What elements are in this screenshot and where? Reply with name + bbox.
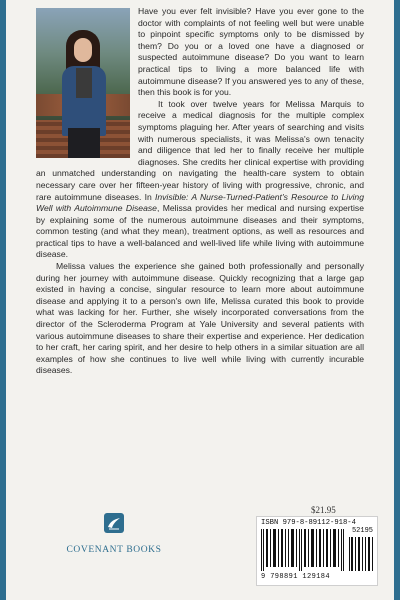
ean-barcode-bars	[261, 529, 345, 571]
barcode	[256, 516, 378, 586]
book-title: Invisible: A Nurse-Turned-Patient's Resource to Living Well with Autoimmune Disease	[36, 191, 364, 214]
isbn-label: ISBN 979-8-89112-918-4	[261, 519, 356, 527]
publisher-name: COVENANT BOOKS	[66, 545, 162, 555]
barcode-addon-code: 52195	[351, 527, 373, 535]
intro-paragraph: Have you ever felt invisible? Have you ever gone to the doctor with complaints of not feeling well but were unable to pinpoint specific symptoms only to be dismissed by them? Do you or a loved one have a diagnosed or suspected autoimmune disease? Do you want to learn practical tips to living a more balanced life with autoimmune disease? If you answered yes to any of these, then this book is for you.	[138, 6, 364, 98]
publisher-logo	[66, 512, 162, 576]
author-paragraph: It took over twelve years for Melissa Marquis to receive a medical diagnosis for the multiple complex symptoms plaguing her. After years of searching and visits with numerous specialists, it was Melissa's own tenacity and diligence that led her to finally receive her multiple diagnoses. She credits her clinical expertise with providing an unmatched understanding on navigating the health-care system to obtain necessary care over her fifteen-year history of living with progressive, chronic, and rare autoimmune diseases. In Invisible: A Nurse-Turned-Patient's Resource to Living Well with Autoimmune Disease, Melissa provides her medical and nursing expertise by explaining some of the numerous autoimmune diseases and their symptoms, common testing (and what they mean), treatment options, as well as resources and practical tips to have a well-balanced and well-lived life while living with autoimmune disease.	[36, 98, 364, 260]
price-label: $21.95	[311, 505, 336, 515]
addon-barcode-bars	[349, 537, 373, 571]
blurb	[36, 6, 364, 377]
covenant-books-logo-icon	[103, 512, 125, 534]
closing-paragraph: Melissa values the experience she gained both professionally and personally during her journey with autoimmune disease. Quickly recognizing that a large gap existed in having a concise, singular resource to learn more about autoimmune disease and applying it to a person's own life, Melissa curated this book to provide what was lacking for her. Further, she wisely incorporated conversations from the director of the Scleroderma Program at Yale University and several patients with various autoimmune diseases to share their expertise and experience. Her dedication to her craft, her caring spirit, and her desire to help others in a similar situation are all examples of how she continues to live well while living with currently incurable diseases.	[36, 261, 364, 376]
author-photo	[36, 8, 130, 158]
ean-digits: 9 798891 129184	[261, 573, 331, 581]
